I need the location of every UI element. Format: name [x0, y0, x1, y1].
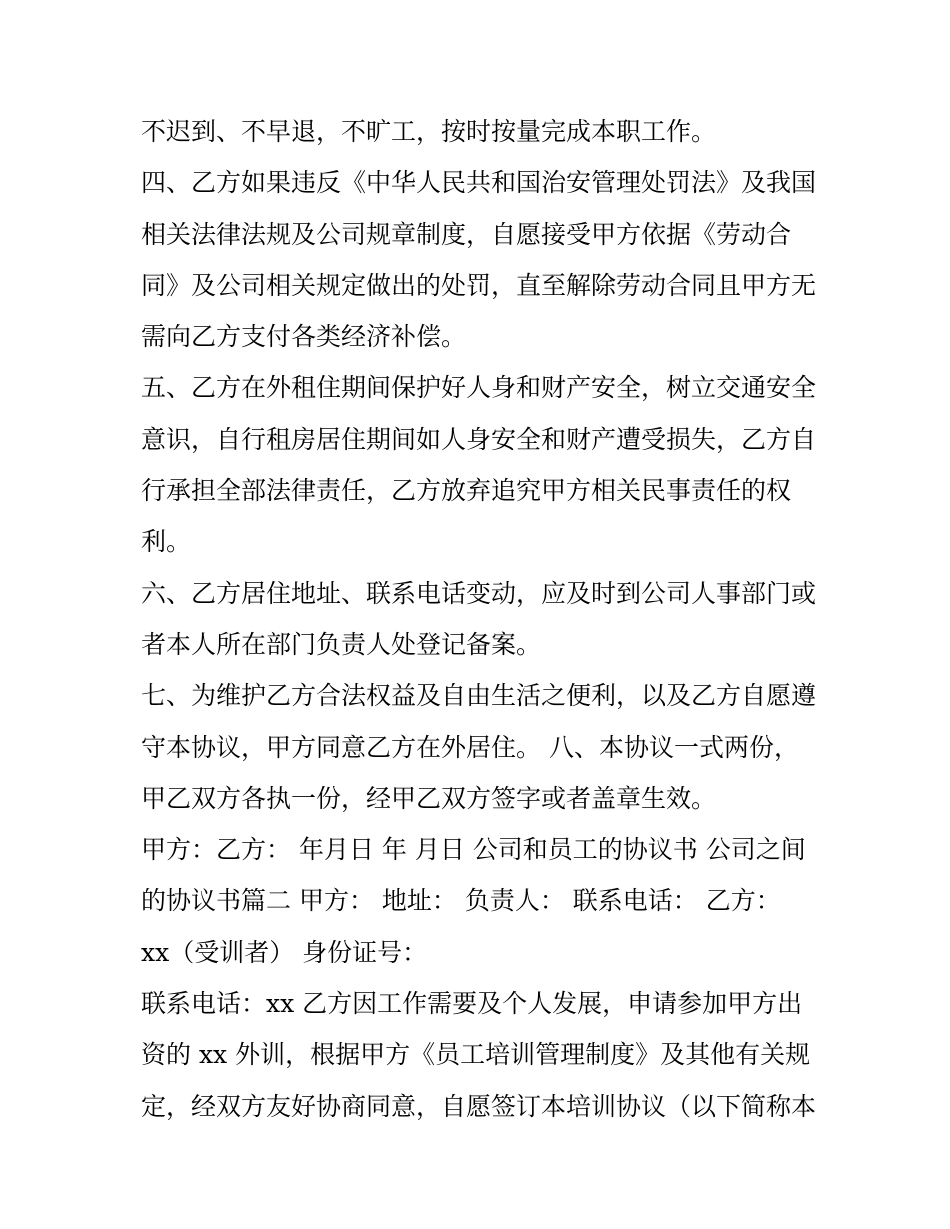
text-line: 七、为维护乙方合法权益及自由生活之便利，以及乙方自愿遵 — [141, 681, 816, 711]
document-body — [141, 106, 816, 1132]
text-line: 资的 xx 外训，根据甲方《员工培训管理制度》及其他有关规 — [141, 1040, 811, 1070]
text-line: xx（受训者） 身份证号： — [141, 937, 428, 967]
text-line: 利。 — [141, 527, 192, 557]
text-line: 五、乙方在外租住期间保护好人身和财产安全，树立交通安全 — [141, 373, 816, 403]
text-line: 甲方：乙方： 年月日 年 月日 公司和员工的协议书 公司之间 — [141, 835, 806, 865]
text-line: 者本人所在部门负责人处登记备案。 — [141, 629, 542, 659]
text-line: 同》及公司相关规定做出的处罚，直至解除劳动合同且甲方无 — [141, 270, 816, 300]
text-line: 意识，自行租房居住期间如人身安全和财产遭受损失，乙方自 — [141, 424, 816, 454]
text-line: 行承担全部法律责任，乙方放弃追究甲方相关民事责任的权 — [141, 476, 792, 506]
text-line: 需向乙方支付各类经济补偿。 — [141, 322, 467, 352]
text-line: 相关法律法规及公司规章制度，自愿接受甲方依据《劳动合 — [141, 219, 792, 249]
text-line: 六、乙方居住地址、联系电话变动，应及时到公司人事部门或 — [141, 578, 816, 608]
text-line: 甲乙双方各执一份，经甲乙双方签字或者盖章生效。 — [141, 783, 717, 813]
text-line: 守本协议，甲方同意乙方在外居住。 八、本协议一式两份， — [141, 732, 799, 762]
text-line: 不迟到、不早退，不旷工，按时按量完成本职工作。 — [141, 117, 717, 146]
text-line: 定，经双方友好协商同意，自愿签订本培训协议（以下简称本 — [141, 1091, 816, 1121]
text-line: 的协议书篇二 甲方： 地址： 负责人： 联系电话： 乙方： — [141, 886, 781, 916]
text-line: 联系电话：xx 乙方因工作需要及个人发展，申请参加甲方出 — [141, 989, 803, 1019]
text-line: 四、乙方如果违反《中华人民共和国治安管理处罚法》及我国 — [141, 168, 816, 198]
